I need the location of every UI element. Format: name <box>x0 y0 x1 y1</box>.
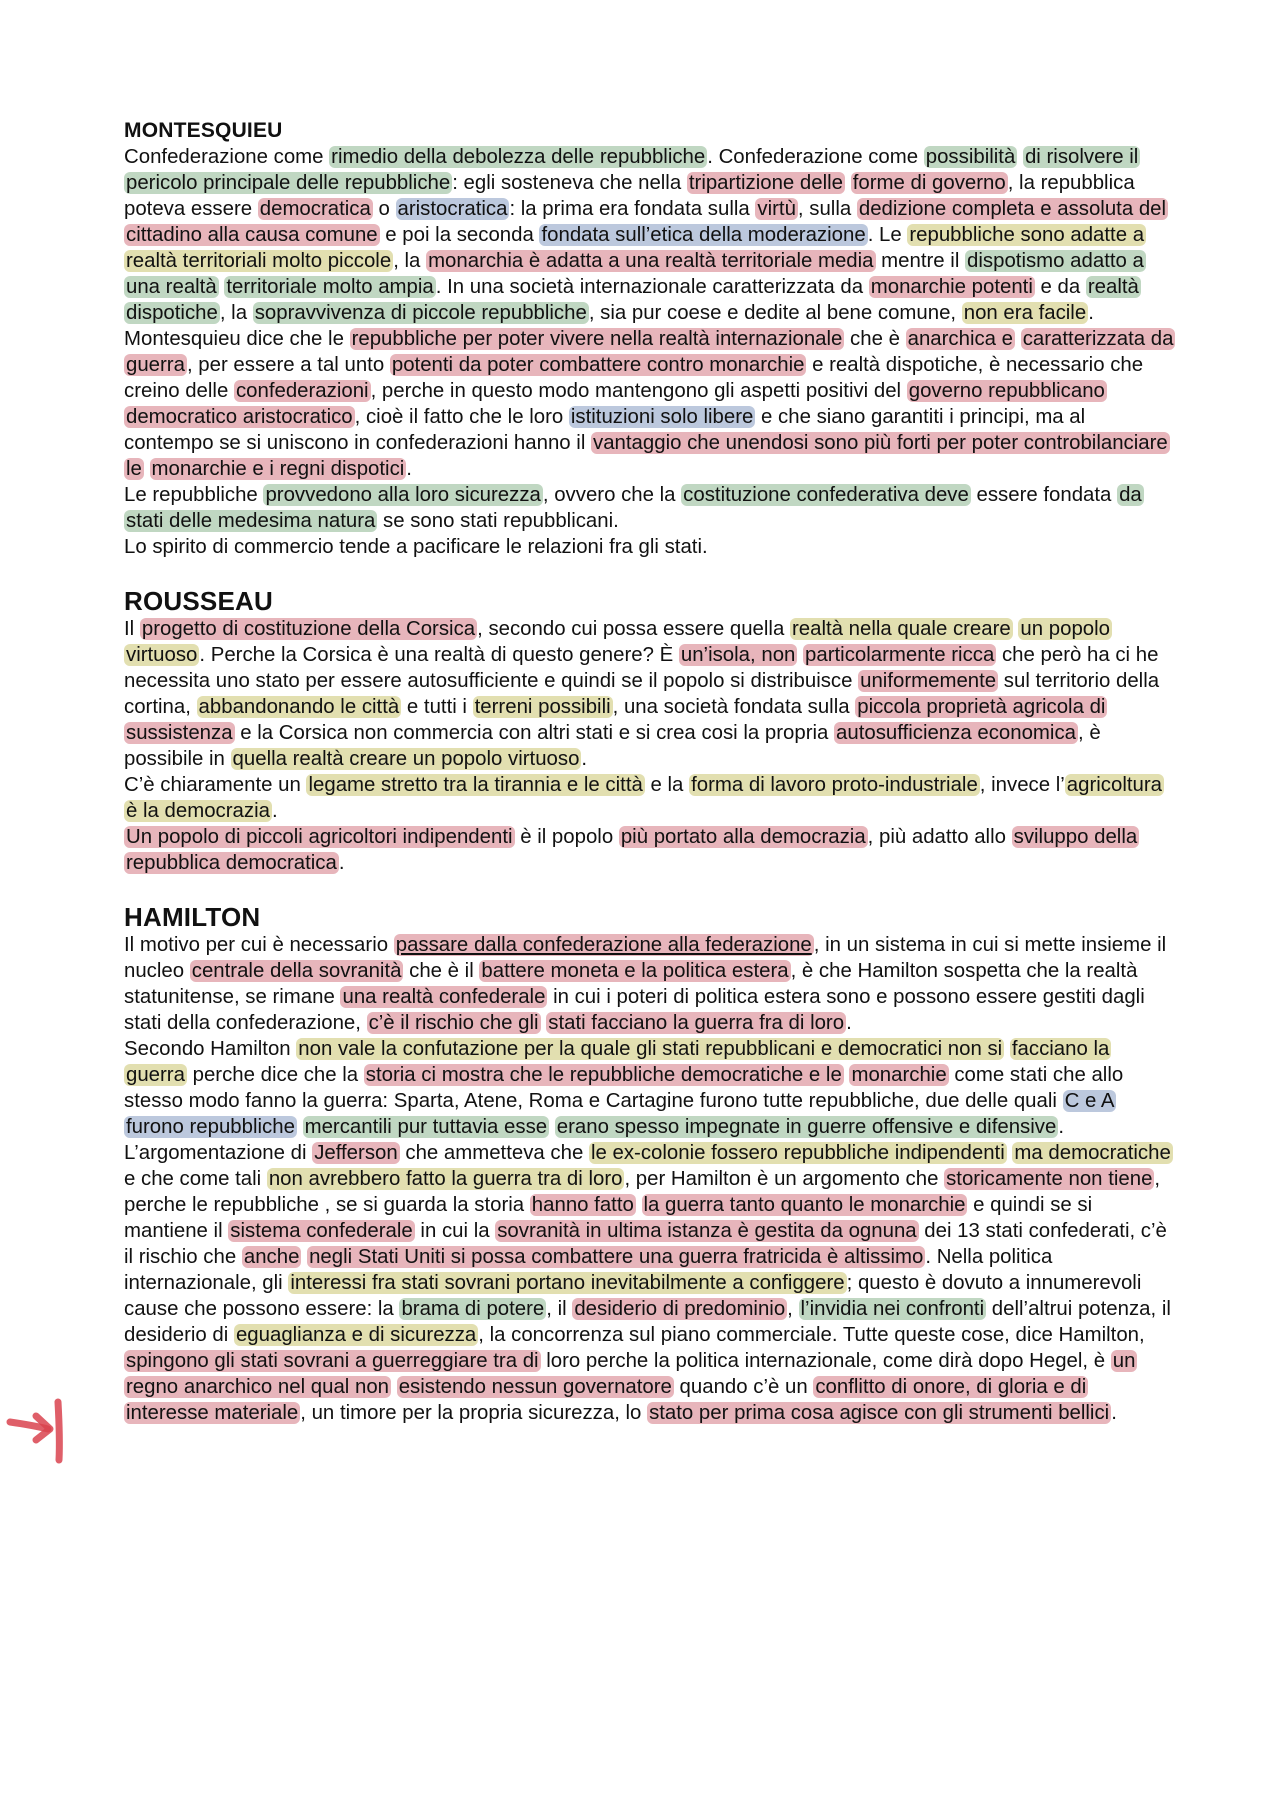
highlighted-phrase: realtà nella quale creare <box>791 618 1011 640</box>
highlighted-phrase: autosufficienza economica <box>836 722 1076 744</box>
highlighted-phrase: legame stretto tra la tirannia e le città <box>308 774 643 796</box>
highlighted-phrase: istituzioni solo libere <box>570 406 754 428</box>
highlighted-phrase: realtà dispotiche <box>126 276 1139 324</box>
section-hamilton <box>124 902 1174 1426</box>
highlighted-phrase: uniformemente <box>860 670 997 692</box>
highlighted-phrase: passare dalla confederazione alla federazione <box>395 934 812 956</box>
highlighted-phrase: anarchica e <box>907 328 1014 350</box>
paragraph: C’è chiaramente un legame stretto tra la tirannia e le città e la forma di lavoro proto-industriale, invece l’agricoltura è la democrazia. <box>124 774 1162 822</box>
highlighted-phrase: di risolvere il pericolo principale delle repubbliche <box>126 146 1139 194</box>
highlighted-phrase: confederazioni <box>235 380 369 402</box>
highlighted-phrase: non vale la confutazione per la quale gli stati repubblicani e democratici non si <box>298 1038 1003 1060</box>
highlighted-phrase: più portato alla democrazia <box>620 826 866 848</box>
highlighted-phrase: costituzione confederativa deve <box>683 484 969 506</box>
highlighted-phrase: stati facciano la guerra fra di loro <box>548 1012 845 1034</box>
arrow-bar-icon <box>6 1396 66 1466</box>
highlighted-phrase: eguaglianza e di sicurezza <box>235 1324 477 1346</box>
highlighted-phrase: agricoltura è la democrazia <box>126 774 1162 822</box>
highlighted-phrase: monarchie potenti <box>870 276 1033 298</box>
highlighted-phrase: rimedio della debolezza delle repubbliche <box>331 146 706 168</box>
highlighted-phrase: hanno fatto <box>531 1194 634 1216</box>
highlighted-phrase: l’invidia nei confronti <box>800 1298 985 1320</box>
highlighted-phrase: particolarmente ricca <box>805 644 995 666</box>
paragraph: Le repubbliche provvedono alla loro sicurezza, ovvero che la costituzione confederativa deve essere fondata da stati delle medesima natura se sono stati repubblicani. <box>124 484 1142 532</box>
highlighted-phrase: progetto di costituzione della Corsica <box>141 618 476 640</box>
paragraph: Secondo Hamilton non vale la confutazione per la quale gli stati repubblicani e democratici non si facciano la guerra perche dice che la storia ci mostra che le repubbliche democratiche e le monarchie come stati che allo stesso modo fanno la guerra: Sparta, Atene, Roma e Cartagine furono tutte repubbliche, due delle quali C e A furono repubbliche mercantili pur tuttavia esse erano spesso impegnate in guerre offensive e difensive. <box>124 1038 1124 1138</box>
highlighted-phrase: monarchia è adatta a una realtà territoriale media <box>428 250 874 272</box>
highlighted-phrase: conflitto di onore, di gloria e di interesse materiale <box>126 1376 1087 1424</box>
highlighted-phrase: un’isola, non <box>680 644 796 666</box>
highlighted-phrase: terreni possibili <box>474 696 611 718</box>
highlighted-phrase: abbandonando le città <box>198 696 400 718</box>
paragraph: Il progetto di costituzione della Corsica, secondo cui possa essere quella realtà nella quale creare un popolo virtuoso. Perche la Corsica è una realtà di questo genere? È un’isola, non particolarmente ricca che però ha ci he necessita uno stato per essere autosufficiente e quindi se il popolo si distribuisce uniformemente sul territorio della cortina, abbandonando le città e tutti i terreni possibili, una società fondata sulla piccola proprietà agricola di sussistenza e la Corsica non commercia con altri stati e si crea cosi la propria autosufficienza economica, è possibile in quella realtà creare un popolo virtuoso. <box>124 618 1160 770</box>
highlighted-phrase: caratterizzata da guerra <box>126 328 1174 376</box>
highlighted-phrase: provvedono alla loro sicurezza <box>265 484 541 506</box>
section-rousseau <box>124 586 1174 876</box>
highlighted-phrase: una realtà confederale <box>342 986 546 1008</box>
highlighted-phrase: non era facile <box>963 302 1087 324</box>
highlighted-phrase: tripartizione delle <box>688 172 844 194</box>
highlighted-phrase: facciano la guerra <box>126 1038 1110 1086</box>
highlighted-phrase: sopravvivenza di piccole repubbliche <box>254 302 587 324</box>
highlighted-phrase: monarchie <box>851 1064 947 1086</box>
highlighted-phrase: territoriale molto ampia <box>226 276 434 298</box>
highlighted-phrase: le ex-colonie fossero repubbliche indipendenti <box>590 1142 1005 1164</box>
highlighted-phrase: vantaggio che unendosi sono più forti per poter controbilanciare le <box>126 432 1168 480</box>
highlighted-phrase: piccola proprietà agricola di sussistenza <box>126 696 1106 744</box>
highlighted-phrase: storicamente non tiene <box>946 1168 1153 1190</box>
highlighted-phrase: esistendo nessun governatore <box>398 1376 672 1398</box>
section-montesquieu <box>124 118 1174 560</box>
highlighted-phrase: un popolo virtuoso <box>126 618 1110 666</box>
highlighted-phrase: virtù <box>757 198 796 220</box>
highlighted-phrase: mercantili pur tuttavia esse <box>304 1116 548 1138</box>
document-page <box>124 118 1174 1452</box>
highlighted-phrase: dispotismo adatto a una realtà <box>126 250 1144 298</box>
highlighted-phrase: Un popolo di piccoli agricoltori indipendenti <box>126 826 513 848</box>
highlighted-phrase: centrale della sovranità <box>191 960 402 982</box>
highlighted-phrase: stato per prima cosa agisce con gli strumenti bellici <box>649 1402 1110 1424</box>
highlighted-phrase: c’è il rischio che gli <box>368 1012 539 1034</box>
highlighted-phrase: un regno anarchico nel qual non <box>126 1350 1136 1398</box>
highlighted-phrase: anche <box>243 1246 300 1268</box>
highlighted-phrase: quella realtà creare un popolo virtuoso <box>232 748 580 770</box>
paragraph: Il motivo per cui è necessario passare dalla confederazione alla federazione, in un sistema in cui si mette insieme il nucleo centrale della sovranità che è il battere moneta e la politica estera, è che Hamilton sospetta che la realtà statunitense, se rimane una realtà confederale in cui i poteri di politica estera sono e possono essere gestiti dagli stati della confederazione, c’è il rischio che gli stati facciano la guerra fra di loro. <box>124 934 1167 1034</box>
highlighted-phrase: governo repubblicano democratico aristocratico <box>126 380 1105 428</box>
highlighted-phrase: Jefferson <box>314 1142 398 1164</box>
highlighted-phrase: fondata sull’etica della moderazione <box>541 224 866 246</box>
highlighted-phrase: sistema confederale <box>230 1220 413 1242</box>
highlighted-phrase: possibilità <box>925 146 1016 168</box>
paragraph: Lo spirito di commercio tende a pacificare le relazioni fra gli stati. <box>124 536 708 558</box>
highlighted-phrase: dedizione completa e assoluta del cittadino alla causa comune <box>126 198 1167 246</box>
highlighted-phrase: storia ci mostra che le repubbliche democratiche e le <box>365 1064 842 1086</box>
highlighted-phrase: ma democratiche <box>1014 1142 1171 1164</box>
highlighted-phrase: brama di potere <box>401 1298 545 1320</box>
highlighted-phrase: spingono gli stati sovrani a guerreggiare tra di <box>126 1350 539 1372</box>
highlighted-phrase: repubbliche sono adatte a realtà territoriali molto piccole <box>126 224 1145 272</box>
highlighted-phrase: forma di lavoro proto-industriale <box>691 774 978 796</box>
highlighted-phrase: sviluppo della repubblica democratica <box>126 826 1138 874</box>
highlighted-phrase: repubbliche per poter vivere nella realtà internazionale <box>351 328 843 350</box>
highlighted-phrase: erano spesso impegnate in guerre offensive e difensive <box>556 1116 1057 1138</box>
highlighted-phrase: da stati delle medesima natura <box>126 484 1142 532</box>
highlighted-phrase: C e A furono repubbliche <box>126 1090 1115 1138</box>
highlighted-phrase: interessi fra stati sovrani portano inevitabilmente a configgere <box>290 1272 845 1294</box>
highlighted-phrase: battere moneta e la politica estera <box>481 960 789 982</box>
highlighted-phrase: negli Stati Uniti si possa combattere una guerra fratricida è altissimo <box>309 1246 924 1268</box>
paragraph: Montesquieu dice che le repubbliche per poter vivere nella realtà internazionale che è anarchica e caratterizzata da guerra, per essere a tal unto potenti da poter combattere contro monarchie e realtà dispotiche, è necessario che creino delle confederazioni, perche in questo modo mantengono gli aspetti positivi del governo repubblicano democratico aristocratico, cioè il fatto che le loro istituzioni solo libere e che siano garantiti i principi, ma al contempo se si uniscono in confederazioni hanno il vantaggio che unendosi sono più forti per poter controbilanciare le monarchie e i regni dispotici. <box>124 328 1174 480</box>
highlighted-phrase: democratica <box>259 198 371 220</box>
paragraph: L’argomentazione di Jefferson che ammetteva che le ex-colonie fossero repubbliche indipendenti ma democratiche e che come tali non avrebbero fatto la guerra tra di loro, per Hamilton è un argomento che storicamente non tiene, perche le repubbliche , se si guarda la storia hanno fatto la guerra tanto quanto le monarchie e quindi se si mantiene il sistema confederale in cui la sovranità in ultima istanza è gestita da ognuna dei 13 stati confederati, c’è il rischio che anche negli Stati Uniti si possa combattere una guerra fratricida è altissimo. Nella politica internazionale, gli interessi fra stati sovrani portano inevitabilmente a configgere; questo è dovuto a innumerevoli cause che possono essere: la brama di potere, il desiderio di predominio, l’invidia nei confronti dell’altrui potenza, il desiderio di eguaglianza e di sicurezza, la concorrenza sul piano commerciale. Tutte queste cose, dice Hamilton, spingono gli stati sovrani a guerreggiare tra di loro perche la politica internazionale, come dirà dopo Hegel, è un regno anarchico nel qual non esistendo nessun governatore quando c’è un conflitto di onore, di gloria e di interesse materiale, un timore per la propria sicurezza, lo stato per prima cosa agisce con gli strumenti bellici. <box>124 1142 1171 1424</box>
highlighted-phrase: desiderio di predominio <box>574 1298 786 1320</box>
highlighted-phrase: aristocratica <box>397 198 508 220</box>
section-heading: HAMILTON <box>124 902 261 932</box>
paragraph: Confederazione come rimedio della debolezza delle repubbliche. Confederazione come possibilità di risolvere il pericolo principale delle repubbliche: egli sosteneva che nella tripartizione delle forme di governo, la repubblica poteva essere democratica o aristocratica: la prima era fondata sulla virtù, sulla dedizione completa e assoluta del cittadino alla causa comune e poi la seconda fondata sull’etica della moderazione. Le repubbliche sono adatte a realtà territoriali molto piccole, la monarchia è adatta a una realtà territoriale media mentre il dispotismo adatto a una realtà territoriale molto ampia. In una società internazionale caratterizzata da monarchie potenti e da realtà dispotiche, la sopravvivenza di piccole repubbliche, sia pur coese e dedite al bene comune, non era facile. <box>124 146 1167 324</box>
highlighted-phrase: forme di governo <box>852 172 1006 194</box>
highlighted-phrase: monarchie e i regni dispotici <box>151 458 405 480</box>
highlighted-phrase: potenti da poter combattere contro monarchie <box>391 354 805 376</box>
highlighted-phrase: non avrebbero fatto la guerra tra di loro <box>268 1168 623 1190</box>
paragraph: Un popolo di piccoli agricoltori indipendenti è il popolo più portato alla democrazia, più adatto allo sviluppo della repubblica democratica. <box>126 826 1138 874</box>
section-heading: MONTESQUIEU <box>124 119 283 142</box>
highlighted-phrase: sovranità in ultima istanza è gestita da ognuna <box>497 1220 917 1242</box>
section-heading: ROUSSEAU <box>124 586 273 616</box>
highlighted-phrase: la guerra tanto quanto le monarchie <box>643 1194 966 1216</box>
